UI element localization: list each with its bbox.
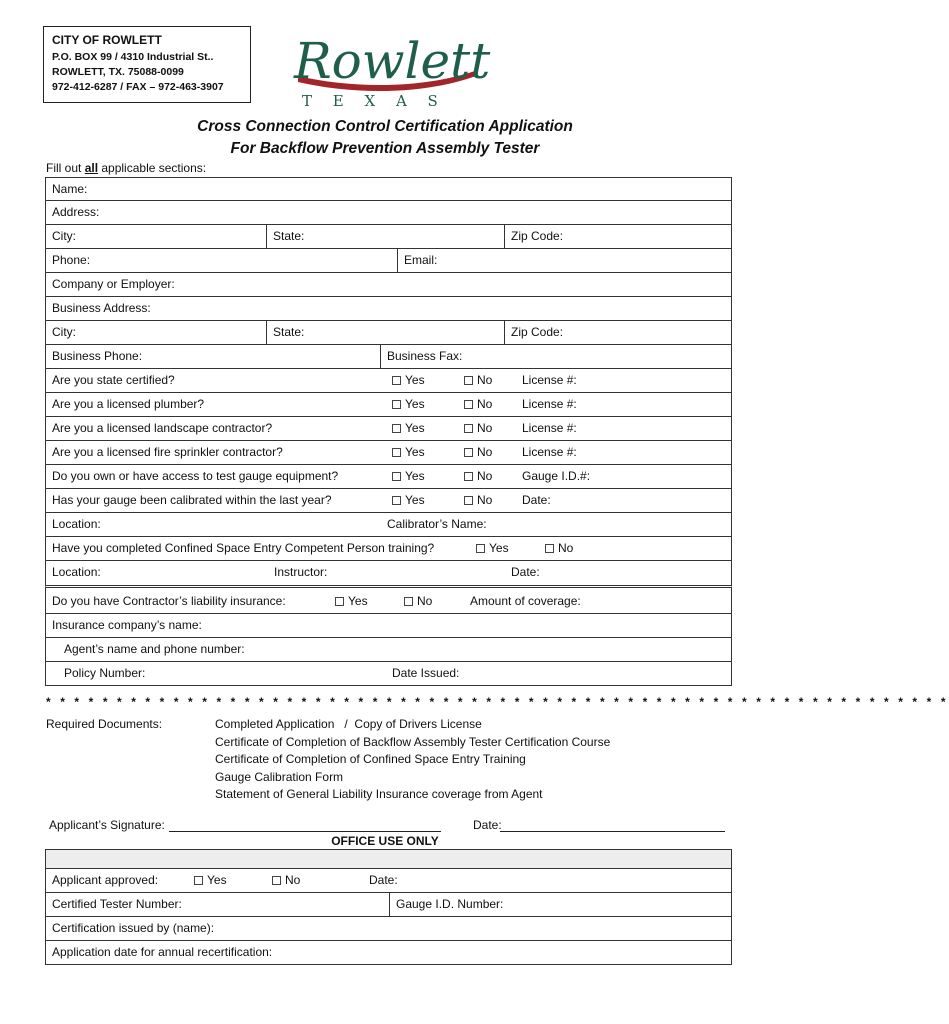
yes-option[interactable] — [392, 417, 425, 440]
yes-label: Yes — [405, 469, 425, 483]
checkbox-icon[interactable] — [404, 597, 413, 606]
required-doc-item: Completed Application / Copy of Drivers License — [215, 717, 482, 731]
recertification-label: Application date for annual recertification: — [52, 945, 273, 959]
approved-no-option[interactable] — [272, 869, 300, 892]
business-city-field[interactable] — [46, 321, 266, 344]
calibrator-name-label[interactable]: Calibrator’s Name: — [387, 517, 487, 531]
confined-space-row — [45, 537, 732, 561]
yes-label: Yes — [405, 445, 425, 459]
license-label[interactable]: License #: — [522, 397, 577, 411]
address-line-2: ROWLETT, TX. 75088-0099 — [52, 66, 184, 78]
company-label: Company or Employer: — [52, 277, 175, 291]
phone-field[interactable] — [46, 249, 397, 272]
title-line-1: Cross Connection Control Certification Application — [197, 118, 573, 135]
yes-option[interactable] — [392, 393, 425, 416]
star-divider: * * * * * * * * * * * * * * * * * * * * * * * * * * * * * * * * * * * * * * * * * * * * * * * * * * * * * * * * * * * * * * * * — [46, 695, 949, 709]
business-city-row — [45, 321, 732, 345]
no-option[interactable] — [464, 489, 492, 512]
zip-label: Zip Code: — [511, 229, 564, 243]
coverage-amount-label[interactable]: Amount of coverage: — [470, 594, 581, 608]
checkbox-icon[interactable] — [476, 544, 485, 553]
insurance-company-row[interactable] — [45, 614, 732, 638]
confined-location-row — [45, 561, 732, 588]
state-label: State: — [273, 229, 305, 243]
gauge-id-label[interactable]: Gauge I.D.#: — [522, 469, 591, 483]
business-fax-label: Business Fax: — [387, 349, 463, 363]
question-row — [45, 369, 732, 393]
address-line-3: 972-412-6287 / FAX – 972-463-3907 — [52, 81, 224, 93]
tester-number-label: Certified Tester Number: — [52, 897, 182, 911]
yes-label: Yes — [348, 594, 368, 608]
no-label: No — [417, 594, 433, 608]
signature-date-label: Date: — [473, 818, 502, 832]
office-shaded-row — [45, 849, 732, 869]
fill-out-suffix: applicable sections: — [98, 161, 207, 175]
question-label: Has your gauge been calibrated within the last year? — [52, 493, 332, 507]
approved-yes-option[interactable] — [194, 869, 227, 892]
business-state-label: State: — [273, 325, 305, 339]
business-zip-label: Zip Code: — [511, 325, 564, 339]
recertification-row[interactable] — [45, 941, 732, 965]
business-phone-row — [45, 345, 732, 369]
no-label: No — [477, 445, 493, 459]
rowlett-logo — [290, 18, 491, 110]
no-label: No — [477, 421, 493, 435]
yes-option[interactable] — [392, 465, 425, 488]
address-box — [43, 26, 251, 103]
fill-out-instruction — [46, 161, 206, 175]
no-option[interactable] — [464, 465, 492, 488]
city-name: CITY OF ROWLETT — [52, 33, 162, 47]
yes-label: Yes — [405, 397, 425, 411]
yes-label: Yes — [405, 421, 425, 435]
question-label: Are you a licensed fire sprinkler contractor? — [52, 445, 283, 459]
company-row[interactable] — [45, 273, 732, 297]
business-fax-field[interactable] — [380, 345, 732, 368]
required-doc-item: Statement of General Liability Insurance coverage from Agent — [215, 787, 543, 801]
no-option[interactable] — [464, 369, 492, 392]
insurance-company-label: Insurance company’s name: — [52, 618, 202, 632]
question-label: Are you a licensed landscape contractor? — [52, 421, 273, 435]
insurance-row — [45, 588, 732, 614]
date-issued-label[interactable]: Date Issued: — [392, 666, 460, 680]
confined-yes-option[interactable] — [476, 537, 509, 560]
address-label: Address: — [52, 205, 100, 219]
signature-line[interactable] — [169, 831, 441, 832]
business-phone-label: Business Phone: — [52, 349, 143, 363]
phone-label: Phone: — [52, 253, 91, 267]
checkbox-icon[interactable] — [335, 597, 344, 606]
required-documents-label: Required Documents: — [46, 717, 163, 731]
no-option[interactable] — [464, 417, 492, 440]
confined-location-label[interactable]: Location: — [52, 565, 101, 579]
yes-label: Yes — [405, 493, 425, 507]
checkbox-icon[interactable] — [392, 472, 401, 481]
city-state-zip-row — [45, 225, 732, 249]
checkbox-icon[interactable] — [392, 448, 401, 457]
gauge-id-number-field[interactable] — [389, 893, 732, 916]
no-label: No — [477, 493, 493, 507]
calibration-date-label[interactable]: Date: — [522, 493, 551, 507]
question-row — [45, 441, 732, 465]
checkbox-icon[interactable] — [545, 544, 554, 553]
required-documents-list — [215, 716, 610, 804]
no-label: No — [477, 469, 493, 483]
required-doc-item: Certificate of Completion of Confined Space Entry Training — [215, 752, 526, 766]
fill-out-emphasis: all — [84, 161, 99, 175]
no-option[interactable] — [464, 441, 492, 464]
yes-label: Yes — [405, 373, 425, 387]
calibration-location-row — [45, 513, 732, 537]
yes-option[interactable] — [392, 369, 425, 392]
tester-number-field[interactable] — [46, 893, 389, 916]
name-row[interactable] — [45, 177, 732, 201]
agent-row[interactable] — [45, 638, 732, 662]
license-label[interactable]: License #: — [522, 445, 577, 459]
business-city-label: City: — [52, 325, 76, 339]
no-label: No — [477, 397, 493, 411]
no-option[interactable] — [464, 393, 492, 416]
confined-date-label[interactable]: Date: — [511, 565, 540, 579]
issued-by-row[interactable] — [45, 917, 732, 941]
tester-number-row — [45, 893, 732, 917]
question-label: Are you state certified? — [52, 373, 175, 387]
gauge-id-number-label: Gauge I.D. Number: — [396, 897, 504, 911]
signature-label: Applicant’s Signature: — [49, 818, 165, 832]
name-label: Name: — [52, 182, 88, 196]
yes-option[interactable] — [392, 489, 425, 512]
business-zip-field[interactable] — [504, 321, 732, 344]
question-label: Are you a licensed plumber? — [52, 397, 205, 411]
issued-by-label: Certification issued by (name): — [52, 921, 215, 935]
checkbox-icon[interactable] — [464, 448, 473, 457]
question-row — [45, 465, 732, 489]
question-row — [45, 393, 732, 417]
approved-date-label[interactable]: Date: — [369, 873, 398, 887]
required-doc-item: Certificate of Completion of Backflow Assembly Tester Certification Course — [215, 734, 611, 749]
logo-word: Rowlett — [294, 32, 491, 90]
question-label: Do you own or have access to test gauge equipment? — [52, 469, 339, 483]
calibration-location-label[interactable]: Location: — [52, 517, 101, 531]
no-label: No — [558, 541, 574, 555]
checkbox-icon[interactable] — [392, 496, 401, 505]
insurance-question: Do you have Contractor’s liability insurance: — [52, 594, 286, 608]
yes-label: Yes — [489, 541, 509, 555]
logo-texas: T E X A S — [302, 92, 446, 110]
address-line-1: P.O. BOX 99 / 4310 Industrial St.. — [52, 51, 214, 63]
fill-out-prefix: Fill out — [46, 161, 85, 175]
email-label: Email: — [404, 253, 438, 267]
checkbox-icon[interactable] — [392, 376, 401, 385]
city-field[interactable] — [46, 225, 266, 248]
checkbox-icon[interactable] — [464, 472, 473, 481]
zip-field[interactable] — [504, 225, 732, 248]
agent-label: Agent’s name and phone number: — [64, 642, 245, 656]
phone-email-row — [45, 249, 732, 273]
instructor-label[interactable]: Instructor: — [274, 565, 328, 579]
required-doc-item: Gauge Calibration Form — [215, 769, 344, 784]
rowlett-logo-graphic — [290, 18, 491, 110]
checkbox-icon[interactable] — [194, 876, 203, 885]
yes-label: Yes — [207, 873, 227, 887]
yes-option[interactable] — [392, 441, 425, 464]
license-label[interactable]: License #: — [522, 373, 577, 387]
policy-number-label[interactable]: Policy Number: — [64, 666, 146, 680]
title-line-2: For Backflow Prevention Assembly Tester — [230, 140, 540, 157]
business-phone-field[interactable] — [46, 345, 380, 368]
applicant-approved-label: Applicant approved: — [52, 873, 159, 887]
question-row — [45, 417, 732, 441]
license-label[interactable]: License #: — [522, 421, 577, 435]
confined-no-option[interactable] — [545, 537, 573, 560]
business-address-label: Business Address: — [52, 301, 151, 315]
checkbox-icon[interactable] — [464, 376, 473, 385]
no-label: No — [285, 873, 301, 887]
city-label: City: — [52, 229, 76, 243]
checkbox-icon[interactable] — [272, 876, 281, 885]
checkbox-icon[interactable] — [392, 400, 401, 409]
business-address-row[interactable] — [45, 297, 732, 321]
checkbox-icon[interactable] — [464, 400, 473, 409]
email-field[interactable] — [397, 249, 732, 272]
business-state-field[interactable] — [266, 321, 504, 344]
applicant-approved-row — [45, 869, 732, 893]
no-label: No — [477, 373, 493, 387]
signature-date-line[interactable] — [500, 831, 725, 832]
address-row[interactable] — [45, 201, 732, 225]
checkbox-icon[interactable] — [464, 496, 473, 505]
policy-row — [45, 662, 732, 686]
state-field[interactable] — [266, 225, 504, 248]
question-row — [45, 489, 732, 513]
office-use-heading: OFFICE USE ONLY — [331, 834, 439, 848]
insurance-no-option[interactable] — [404, 588, 432, 614]
confined-space-question: Have you completed Confined Space Entry Competent Person training? — [52, 541, 435, 555]
checkbox-icon[interactable] — [464, 424, 473, 433]
checkbox-icon[interactable] — [392, 424, 401, 433]
insurance-yes-option[interactable] — [335, 588, 368, 614]
